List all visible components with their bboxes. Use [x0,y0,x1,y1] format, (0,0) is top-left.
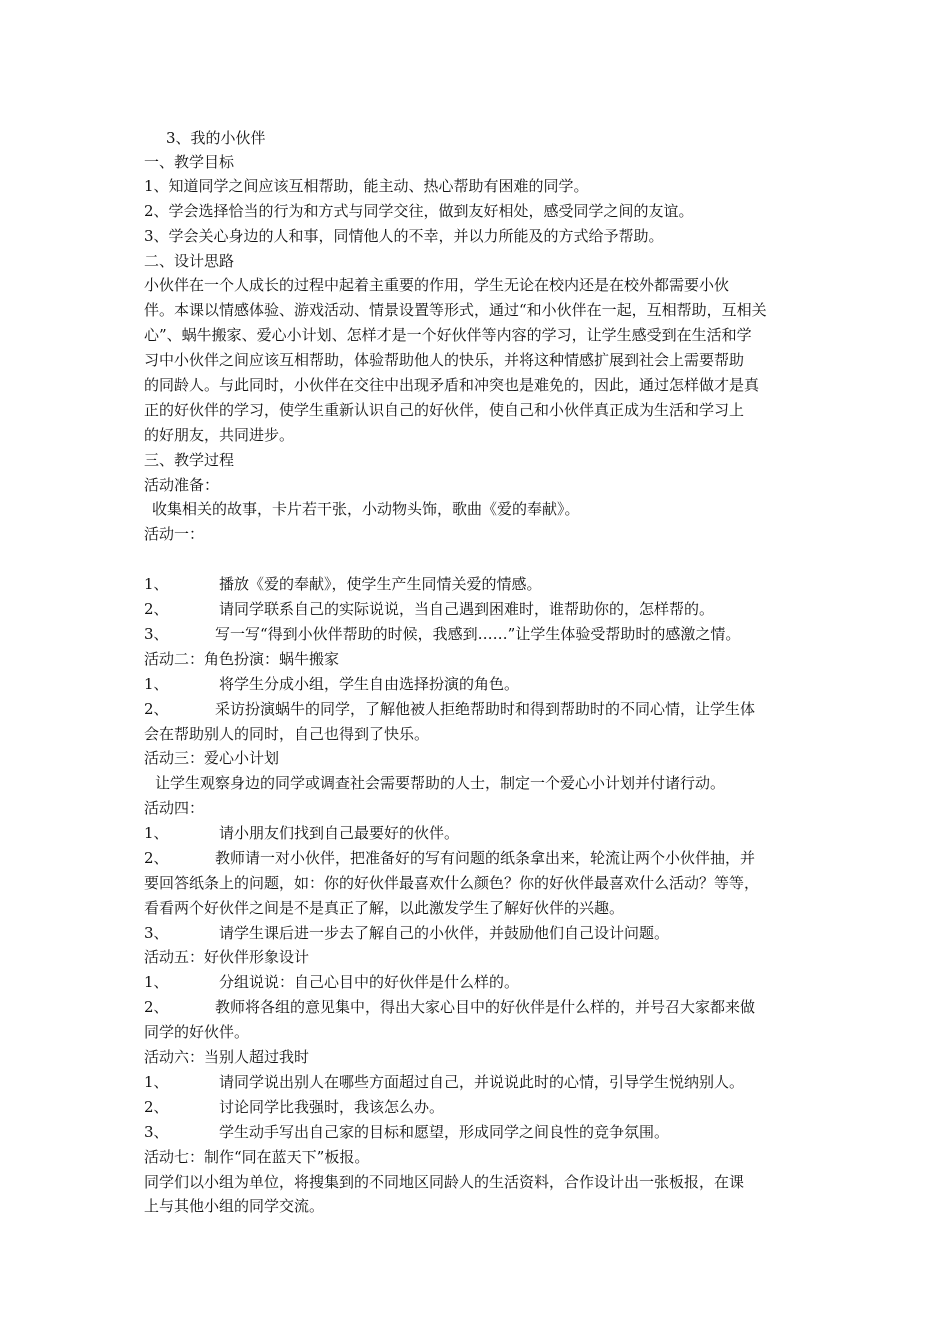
prep-text: 收集相关的故事，卡片若干张，小动物头饰，歌曲《爱的奉献》。 [152,500,580,518]
activity-6-item-1: 请同学说出别人在哪些方面超过自己，并说说此时的心情，引导学生悦纳别人。 [219,1073,745,1091]
activity-4-item-1: 请小朋友们找到自己最要好的伙伴。 [219,824,460,842]
activity-5-heading: 活动五：好伙伴形象设计 [144,948,310,966]
prep-heading: 活动准备： [144,476,220,494]
goal-item-1: 1、知道同学之间应该互相帮助，能主动、热心帮助有困难的同学。 [144,177,589,195]
activity-4-item-2: 教师请一对小伙伴，把准备好的写有问题的纸条拿出来，轮流让两个小伙伴抽，并 [215,849,756,867]
activity-4-item-2-cont-1: 要回答纸条上的问题，如：你的好伙伴最喜欢什么颜色？你的好伙伴最喜欢什么活动？等等， [144,874,760,892]
activity-1-item-1: 播放《爱的奉献》，使学生产生同情关爱的情感。 [219,575,542,593]
activity-2-item-2: 采访扮演蜗牛的同学，了解他被人拒绝帮助时和得到帮助时的不同心情，让学生体 [215,700,756,718]
activity-1-item-3: 写一写“得到小伙伴帮助的时候，我感到……”让学生体验受帮助时的感激之情。 [215,625,741,643]
activity-6-item-3: 学生动手写出自己家的目标和愿望，形成同学之间良性的竞争氛围。 [219,1123,670,1141]
activity-5-item-2: 教师将各组的意见集中，得出大家心目中的好伙伴是什么样的，并号召大家都来做 [215,998,756,1016]
activity-2-item-1: 将学生分成小组，学生自由选择扮演的角色。 [219,675,520,693]
activity-2-item-2-cont: 会在帮助别人的同时，自己也得到了快乐。 [144,725,430,743]
activity-7-line-1: 同学们以小组为单位，将搜集到的不同地区同龄人的生活资料，合作设计出一张板报，在课 [144,1173,745,1191]
activity-2-item-1-num: 1、 [144,675,169,693]
activity-7-line-2: 上与其他小组的同学交流。 [144,1197,325,1215]
activity-4-item-3-num: 3、 [144,924,169,942]
activity-6-item-2-num: 2、 [144,1098,169,1116]
design-line-1: 小伙伴在一个人成长的过程中起着主重要的作用，学生无论在校内还是在校外都需要小伙 [144,276,730,294]
section-1-heading: 一、教学目标 [144,153,235,171]
activity-6-item-3-num: 3、 [144,1123,169,1141]
design-line-2: 伴。本课以情感体验、游戏活动、情景设置等形式，通过“和小伙伴在一起，互相帮助，互相关 [144,301,767,319]
design-line-6: 正的好伙伴的学习，使学生重新认识自己的好伙伴，使自己和小伙伴真正成为生活和学习上 [144,401,745,419]
activity-1-item-2: 请同学联系自己的实际说说，当自己遇到困难时，谁帮助你的，怎样帮的。 [219,600,715,618]
design-line-5: 的同龄人。与此同时，小伙伴在交往中出现矛盾和冲突也是难免的，因此，通过怎样做才是真 [144,376,760,394]
activity-4-heading: 活动四： [144,799,205,817]
activity-6-item-1-num: 1、 [144,1073,169,1091]
activity-1-item-2-num: 2、 [144,600,169,618]
activity-2-item-2-num: 2、 [144,700,169,718]
design-line-3: 心”、蜗牛搬家、爱心小计划、怎样才是一个好伙伴等内容的学习，让学生感受到在生活和学 [144,326,752,344]
activity-1-item-3-num: 3、 [144,625,169,643]
section-3-heading: 三、教学过程 [144,451,235,469]
activity-6-heading: 活动六：当别人超过我时 [144,1048,310,1066]
activity-4-item-1-num: 1、 [144,824,169,842]
activity-1-heading: 活动一： [144,525,205,543]
design-line-7: 的好朋友，共同进步。 [144,426,295,444]
page-title: 3、我的小伙伴 [166,129,266,147]
activity-3-heading: 活动三：爱心小计划 [144,749,280,767]
activity-6-item-2: 讨论同学比我强时，我该怎么办。 [219,1098,445,1116]
goal-item-2: 2、学会选择恰当的行为和方式与同学交往，做到友好相处，感受同学之间的友谊。 [144,202,694,220]
goal-item-3: 3、学会关心身边的人和事，同情他人的不幸，并以力所能及的方式给予帮助。 [144,227,664,245]
design-line-4: 习中小伙伴之间应该互相帮助，体验帮助他人的快乐，并将这种情感扩展到社会上需要帮助 [144,351,745,369]
activity-5-item-2-cont: 同学的好伙伴。 [144,1023,250,1041]
activity-5-item-1: 分组说说：自己心目中的好伙伴是什么样的。 [219,973,520,991]
activity-4-item-2-num: 2、 [144,849,169,867]
activity-7-heading: 活动七：制作“同在蓝天下”板报。 [144,1148,370,1166]
activity-4-item-2-cont-2: 看看两个好伙伴之间是不是真正了解，以此激发学生了解好伙伴的兴趣。 [144,899,625,917]
activity-5-item-1-num: 1、 [144,973,169,991]
activity-3-text: 让学生观察身边的同学或调查社会需要帮助的人士，制定一个爱心小计划并付诸行动。 [155,774,726,792]
section-2-heading: 二、设计思路 [144,252,235,270]
activity-5-item-2-num: 2、 [144,998,169,1016]
activity-1-item-1-num: 1、 [144,575,169,593]
activity-2-heading: 活动二：角色扮演：蜗牛搬家 [144,650,340,668]
activity-4-item-3: 请学生课后进一步去了解自己的小伙伴，并鼓励他们自己设计问题。 [219,924,670,942]
